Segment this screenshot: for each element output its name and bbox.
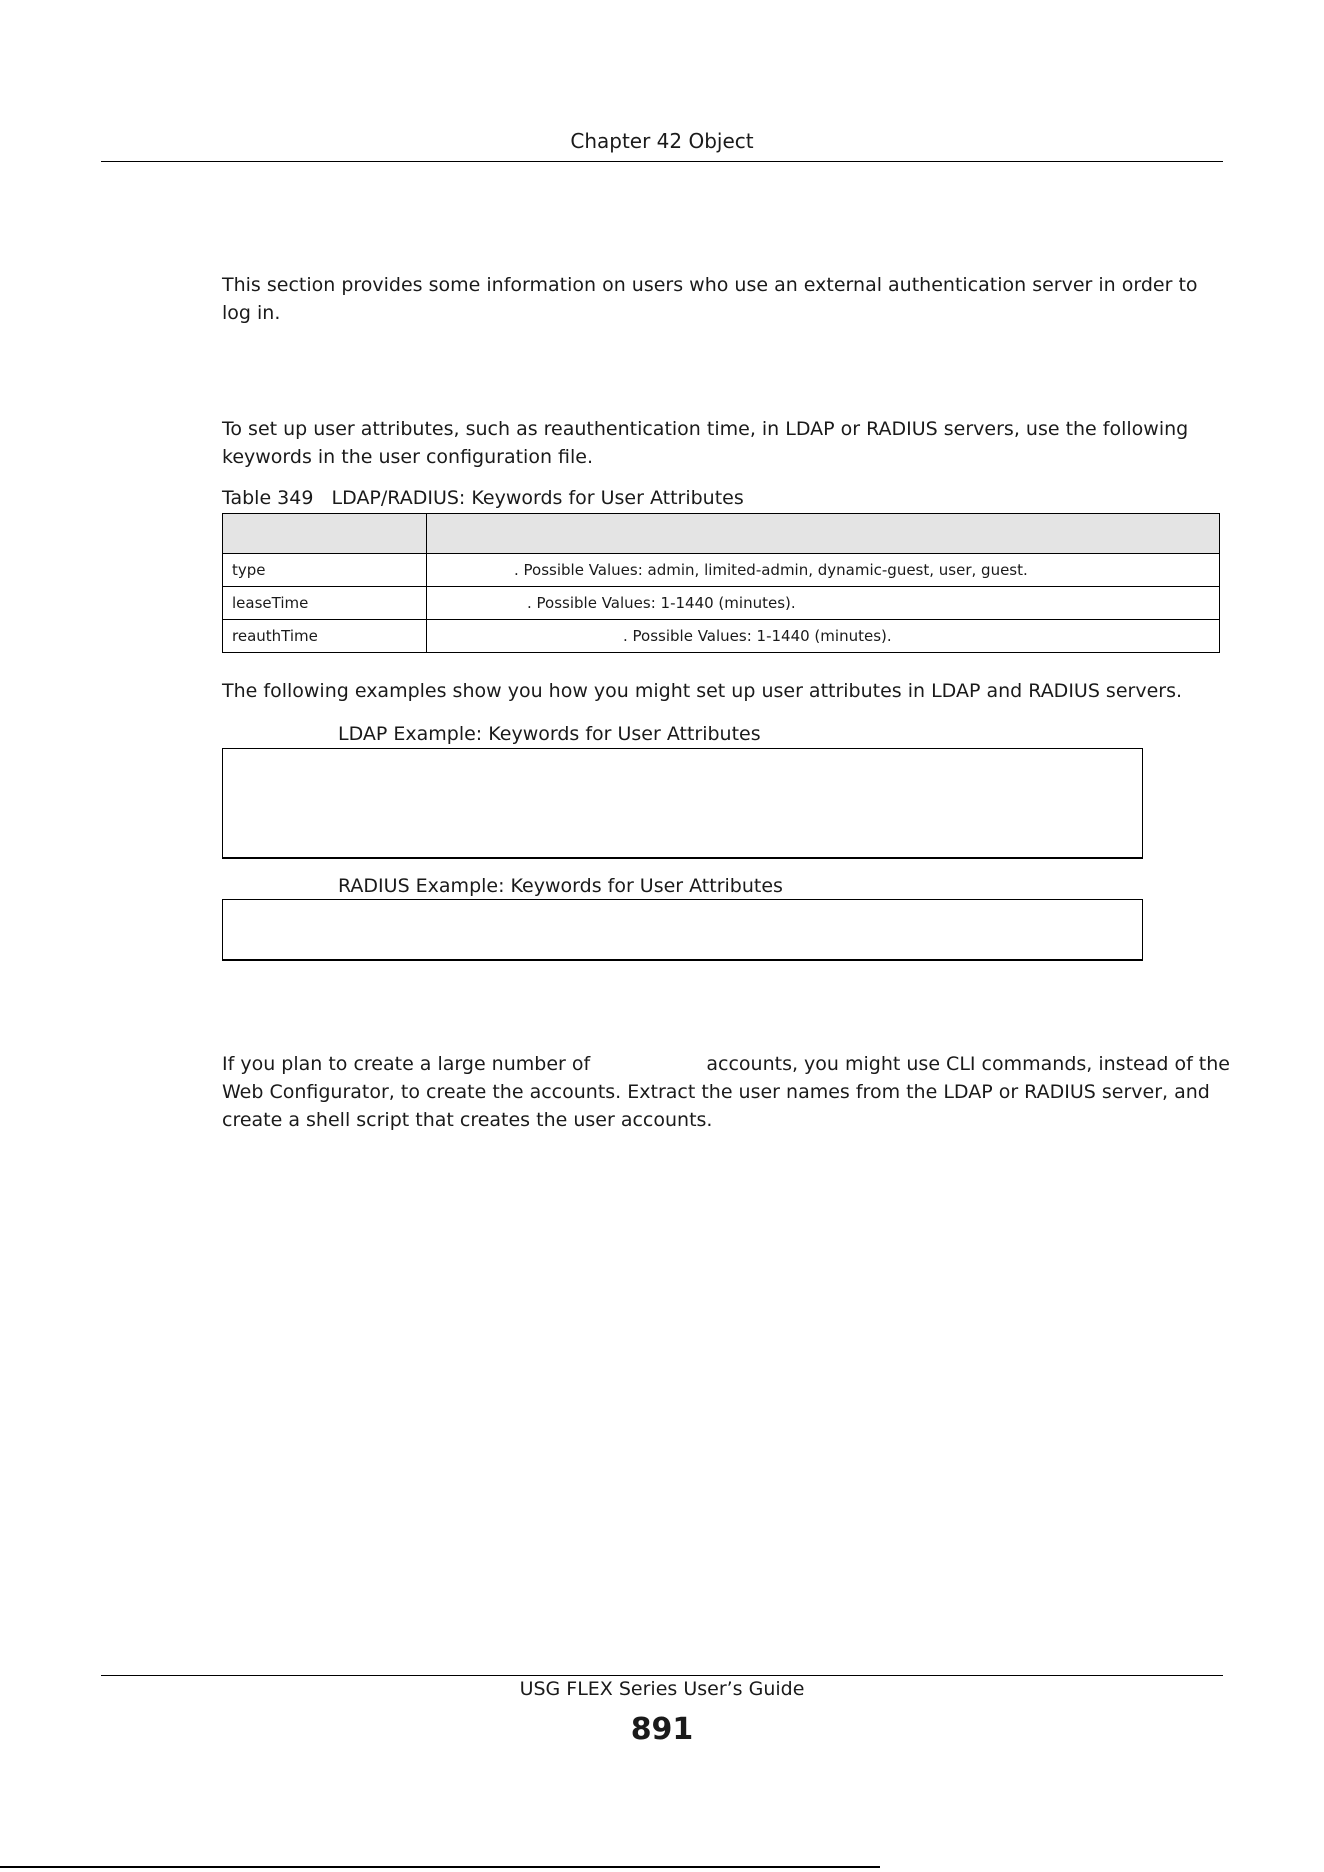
- keyword-cell: type: [223, 554, 427, 587]
- accounts-line-1-end: accounts, you might use CLI commands, instead of the: [706, 1053, 1230, 1075]
- values-cell: [427, 587, 1220, 620]
- examples-intro: The following examples show you how you might set up user attributes in LDAP and RADIUS servers.: [222, 680, 1183, 702]
- values-cell: [427, 620, 1220, 653]
- bottom-edge-line: [0, 1866, 880, 1868]
- values-text: . Possible Values: 1-1440 (minutes).: [623, 627, 892, 645]
- accounts-line-1-start: If you plan to create a large number of: [222, 1053, 591, 1075]
- table-header-row: [223, 514, 1220, 554]
- accounts-line-2: Web Configurator, to create the accounts. Extract the user names from the LDAP or RADIUS server, and: [222, 1081, 1210, 1103]
- table-caption: Table 349 LDAP/RADIUS: Keywords for User Attributes: [222, 487, 744, 509]
- page-number: 891: [630, 1712, 694, 1747]
- header-rule: [101, 161, 1223, 162]
- table-row: [223, 554, 1220, 587]
- guide-title: USG FLEX Series User’s Guide: [519, 1678, 805, 1700]
- accounts-paragraph: [222, 1050, 1230, 1134]
- table-header-keyword: [223, 514, 427, 554]
- values-text: . Possible Values: admin, limited-admin, dynamic-guest, user, guest.: [514, 561, 1028, 579]
- accounts-line-3: create a shell script that creates the user accounts.: [222, 1109, 713, 1131]
- attributes-paragraph: To set up user attributes, such as reauthentication time, in LDAP or RADIUS servers, use the following keywords in the user configuration file.: [222, 418, 1189, 468]
- table-row: [223, 620, 1220, 653]
- ldap-example-caption: LDAP Example: Keywords for User Attributes: [338, 723, 761, 745]
- ldap-example-box: [222, 748, 1143, 859]
- values-cell: [427, 554, 1220, 587]
- keyword-cell: reauthTime: [223, 620, 427, 653]
- keyword-cell: leaseTime: [223, 587, 427, 620]
- radius-example-box: [222, 899, 1143, 961]
- radius-example-caption: RADIUS Example: Keywords for User Attributes: [338, 875, 783, 897]
- accounts-line-1: [222, 1050, 1230, 1078]
- table-row: [223, 587, 1220, 620]
- footer-rule: [101, 1675, 1223, 1676]
- intro-paragraph: This section provides some information on users who use an external authentication server in order to log in.: [222, 274, 1198, 324]
- chapter-title: Chapter 42 Object: [570, 129, 754, 153]
- keywords-table: [222, 513, 1220, 653]
- table-header-values: [427, 514, 1220, 554]
- values-text: . Possible Values: 1-1440 (minutes).: [527, 594, 796, 612]
